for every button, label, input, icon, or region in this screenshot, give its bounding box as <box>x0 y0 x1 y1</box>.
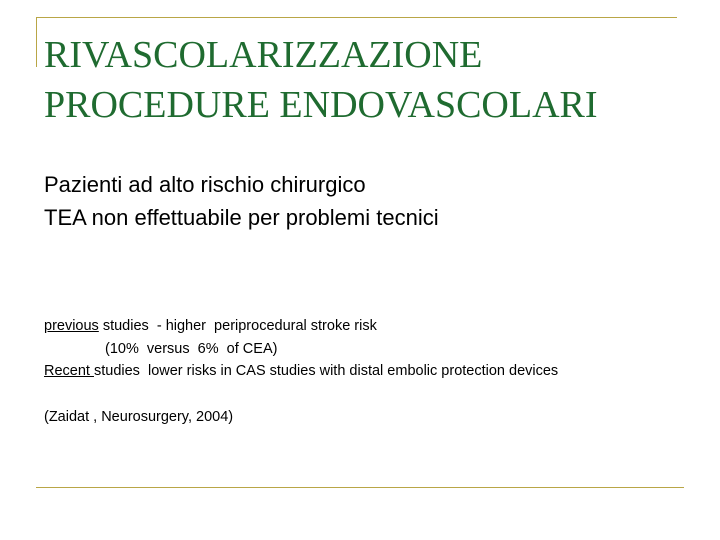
left-rule <box>36 17 37 67</box>
top-rule <box>36 17 677 18</box>
bullet-item-1: Pazienti ad alto rischio chirurgico <box>44 172 366 197</box>
note-line-previous <box>44 315 558 338</box>
title-line-2: PROCEDURE ENDOVASCOLARI <box>44 84 598 126</box>
citation: (Zaidat , Neurosurgery, 2004) <box>44 408 234 425</box>
note-underlined-recent: Recent <box>44 363 94 379</box>
note-line-recent <box>44 360 558 383</box>
note-line-comparison: (10% versus 6% of CEA) <box>105 340 278 357</box>
note-text-recent: studies lower risks in CAS studies with distal embolic protection devices <box>93 363 559 379</box>
notes-block <box>44 315 558 428</box>
title-line-1: RIVASCOLARIZZAZIONE <box>44 34 483 76</box>
note-underlined-previous: previous <box>44 318 99 334</box>
bullet-item-2: TEA non effettuabile per problemi tecnici <box>44 205 439 230</box>
bottom-rule <box>36 487 684 488</box>
slide-title <box>44 30 598 130</box>
bullet-list <box>44 168 439 234</box>
note-text-previous: studies - higher periprocedural stroke risk <box>98 318 377 334</box>
